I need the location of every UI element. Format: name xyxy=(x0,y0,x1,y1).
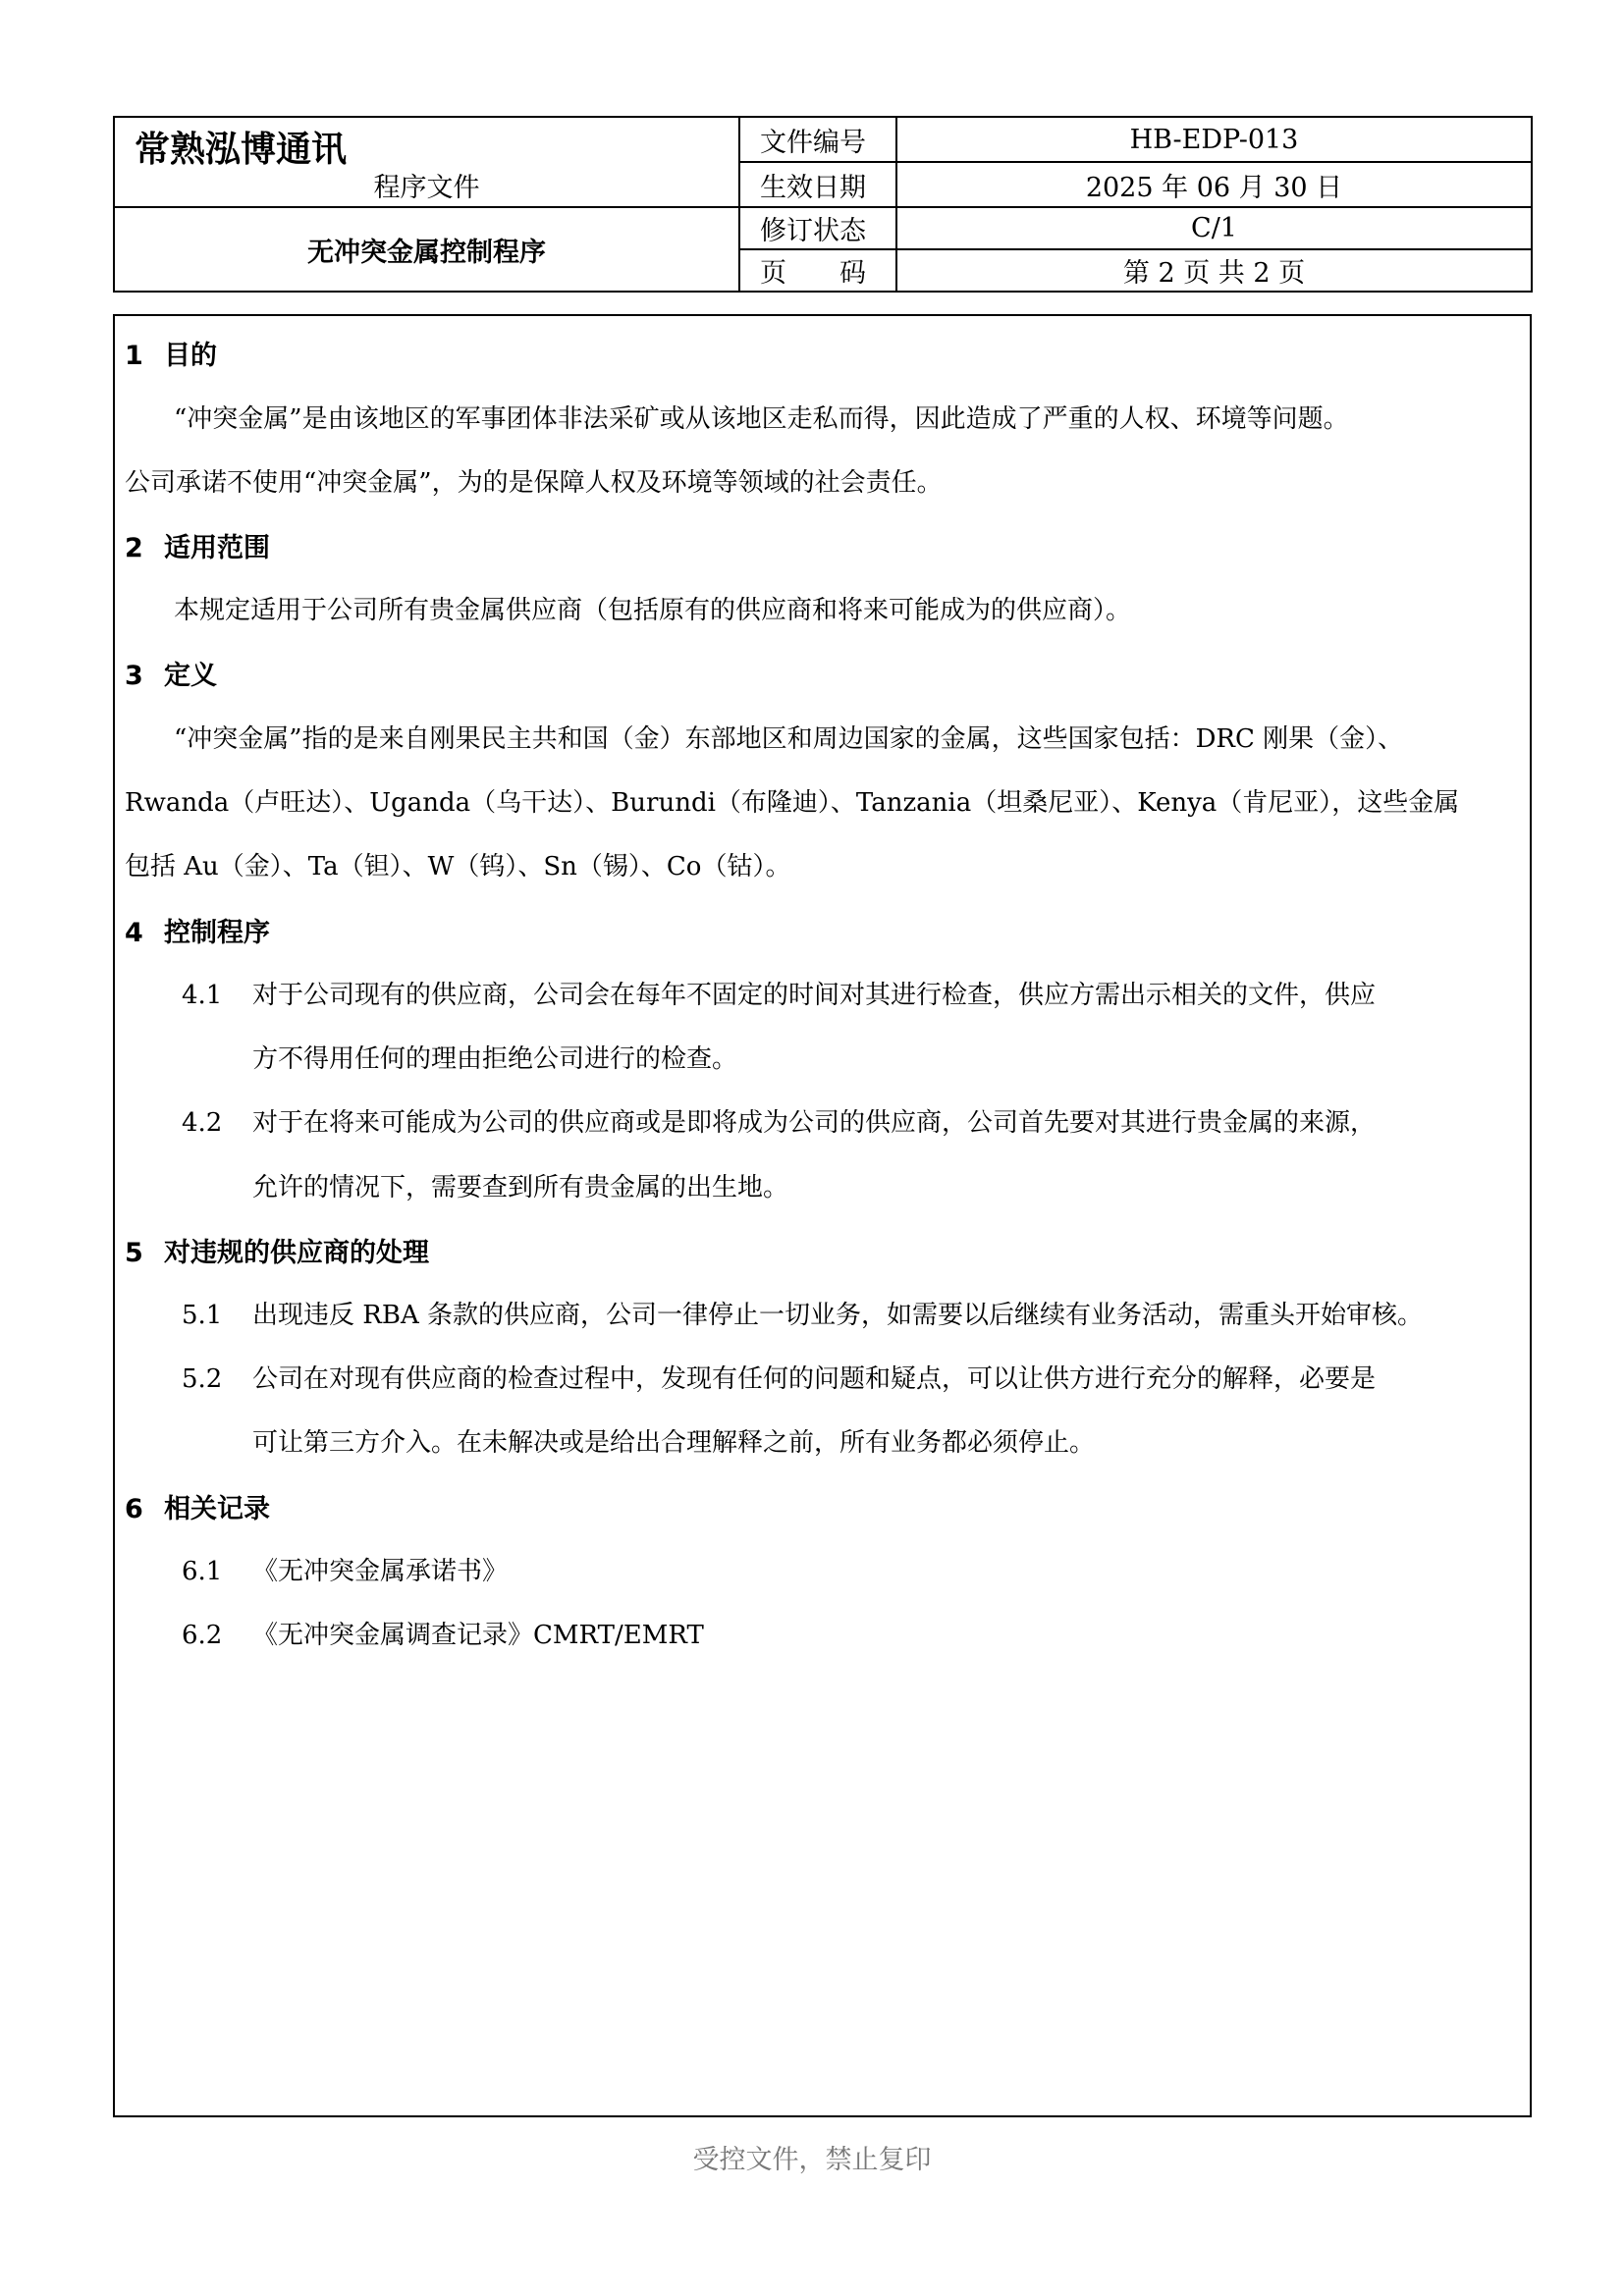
list-item xyxy=(182,1615,704,1651)
paragraph-line: 公司承诺不使用“冲突金属”，为的是保障人权及环境等领域的社会责任。 xyxy=(125,468,943,498)
section-heading-purpose xyxy=(125,334,217,372)
list-item xyxy=(182,1359,1376,1395)
section-heading-violation-handling xyxy=(125,1231,429,1269)
section-title: 目的 xyxy=(164,341,217,371)
paragraph-line: 包括 Au（金）、Ta（钽）、W（钨）、Sn（锡）、Co（钴）。 xyxy=(125,852,791,881)
paragraph-line: Rwanda（卢旺达）、Uganda（乌干达）、Burundi（布隆迪）、Tanzania（坦桑尼亚）、Kenya（肯尼亚），这些金属 xyxy=(125,788,1460,818)
item-continuation: 方不得用任何的理由拒绝公司进行的检查。 xyxy=(252,1044,738,1074)
document-type: 程序文件 xyxy=(373,173,480,203)
document-header-table xyxy=(113,116,1533,293)
section-title: 定义 xyxy=(164,661,217,691)
item-text: 对于公司现有的供应商，公司会在每年不固定的时间对其进行检查，供应方需出示相关的文件，供应 xyxy=(252,981,1377,1010)
item-number: 6.2 xyxy=(182,1621,223,1650)
list-item xyxy=(182,1551,508,1587)
item-number: 5.1 xyxy=(182,1301,223,1330)
section-title: 适用范围 xyxy=(164,533,270,563)
item-continuation: 允许的情况下，需要查到所有贵金属的出生地。 xyxy=(252,1173,789,1202)
section-heading-control-procedure xyxy=(125,911,270,949)
list-item xyxy=(182,1102,1376,1139)
item-continuation: 可让第三方介入。在未解决或是给出合理解释之前，所有业务都必须停止。 xyxy=(252,1428,1096,1458)
section-heading-definition xyxy=(125,654,217,692)
effective-date-value: 2025 年 06 月 30 日 xyxy=(896,162,1532,207)
item-text: 《无冲突金属调查记录》CMRT/EMRT xyxy=(252,1621,704,1650)
company-name: 常熟泓博通讯 xyxy=(135,130,348,170)
section-heading-scope xyxy=(125,526,270,564)
item-text: 《无冲突金属承诺书》 xyxy=(252,1557,509,1586)
section-title: 对违规的供应商的处理 xyxy=(164,1238,429,1268)
item-text: 对于在将来可能成为公司的供应商或是即将成为公司的供应商，公司首先要对其进行贵金属的来源， xyxy=(252,1108,1377,1138)
revision-status-value: C/1 xyxy=(896,207,1532,249)
section-heading-related-records xyxy=(125,1487,270,1525)
list-item xyxy=(182,1295,1423,1331)
item-number: 6.1 xyxy=(182,1557,223,1586)
effective-date-label: 生效日期 xyxy=(739,162,896,207)
section-title: 控制程序 xyxy=(164,918,270,948)
company-cell xyxy=(114,117,739,207)
document-body xyxy=(113,314,1532,2117)
item-number: 5.2 xyxy=(182,1364,223,1394)
paragraph-line: 本规定适用于公司所有贵金属供应商（包括原有的供应商和将来可能成为的供应商）。 xyxy=(174,596,1132,625)
list-item xyxy=(182,975,1376,1011)
paragraph-line: “冲突金属”指的是来自刚果民主共和国（金）东部地区和周边国家的金属，这些国家包括：DRC 刚果（金）、 xyxy=(174,724,1404,754)
item-text: 出现违反 RBA 条款的供应商，公司一律停止一切业务，如需要以后继续有业务活动，需重头开始审核。 xyxy=(252,1301,1423,1330)
controlled-document-footer: 受控文件，禁止复印 xyxy=(692,2145,932,2175)
section-number: 3 xyxy=(125,661,143,691)
section-number: 1 xyxy=(125,341,143,371)
section-number: 5 xyxy=(125,1238,143,1268)
page-number-value: 第 2 页 共 2 页 xyxy=(896,249,1532,292)
page-number-label: 页 码 xyxy=(739,249,896,292)
document-title: 无冲突金属控制程序 xyxy=(114,207,739,292)
section-number: 6 xyxy=(125,1494,143,1524)
section-number: 4 xyxy=(125,918,143,948)
section-title: 相关记录 xyxy=(164,1494,270,1524)
section-number: 2 xyxy=(125,533,143,563)
item-number: 4.2 xyxy=(182,1108,223,1138)
doc-number-value: HB-EDP-013 xyxy=(896,117,1532,162)
paragraph-line: “冲突金属”是由该地区的军事团体非法采矿或从该地区走私而得，因此造成了严重的人权、环境等问题。 xyxy=(174,404,1349,434)
revision-status-label: 修订状态 xyxy=(739,207,896,249)
doc-number-label: 文件编号 xyxy=(739,117,896,162)
item-number: 4.1 xyxy=(182,981,223,1010)
item-text: 公司在对现有供应商的检查过程中，发现有任何的问题和疑点，可以让供方进行充分的解释，必要是 xyxy=(252,1364,1377,1394)
